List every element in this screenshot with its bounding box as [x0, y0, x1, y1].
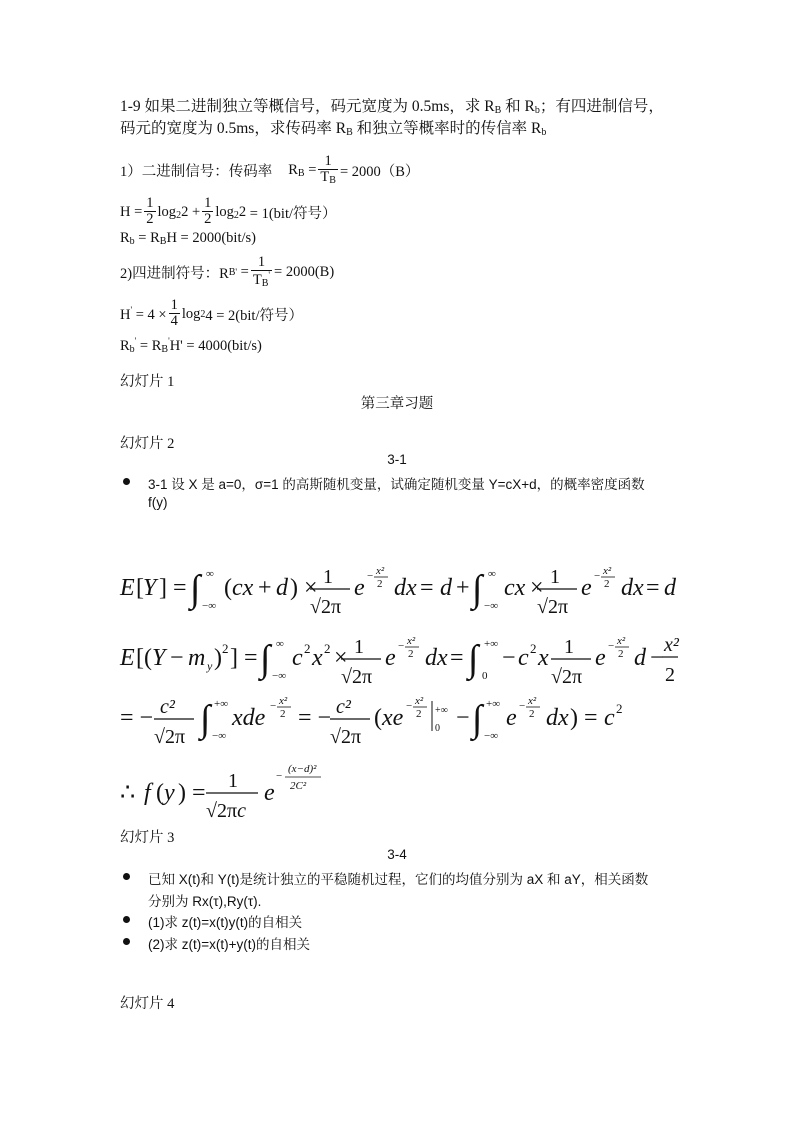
bullet-dot [123, 916, 130, 923]
svg-text:=: = [450, 645, 464, 671]
svg-text:√2πc: √2πc [206, 800, 246, 822]
bullet-dot [123, 938, 130, 945]
svg-text:∞: ∞ [276, 638, 284, 650]
problem-3-4-part2: (2)求 z(t)=x(t)+y(t)的自相关 [148, 937, 310, 952]
svg-text:2: 2 [616, 701, 623, 716]
svg-text:−: − [456, 705, 470, 731]
svg-text:−: − [270, 700, 277, 712]
svg-text:x²: x² [664, 634, 679, 656]
svg-text:(: ( [156, 780, 164, 806]
svg-text:−: − [519, 700, 526, 712]
svg-text:√2π: √2π [154, 726, 186, 748]
svg-text:[(: [( [136, 645, 152, 671]
svg-text:=: = [646, 575, 660, 601]
svg-text:∫: ∫ [260, 638, 271, 680]
svg-text:1: 1 [354, 636, 364, 658]
svg-text:∫: ∫ [472, 698, 483, 740]
svg-text:√2π: √2π [341, 666, 373, 688]
svg-text:x: x [312, 645, 323, 671]
svg-text:2: 2 [665, 664, 675, 686]
slide-4-label: 幻灯片 4 [120, 996, 175, 1012]
svg-text:d: d [634, 645, 646, 671]
svg-text:−: − [608, 640, 615, 652]
svg-text:2: 2 [604, 578, 610, 590]
svg-text:−∞: −∞ [202, 600, 217, 612]
svg-text:) =: ) = [570, 705, 598, 731]
svg-text:x: x [538, 645, 549, 671]
svg-text:−: − [398, 640, 405, 652]
svg-text:0: 0 [435, 723, 440, 734]
svg-text:): ) [214, 645, 222, 671]
problem-3-4-text-line1: 已知 X(t)和 Y(t)是统计独立的平稳随机过程，它们的均值分别为 aX 和 aY，相关函数 [148, 872, 649, 887]
svg-text:∫: ∫ [200, 698, 211, 740]
svg-text:) ×: ) × [290, 575, 318, 601]
svg-text:d: d [664, 575, 676, 601]
svg-text:0: 0 [482, 670, 488, 682]
svg-text:2: 2 [408, 648, 414, 660]
svg-text:∫: ∫ [468, 638, 479, 680]
svg-text:[: [ [136, 575, 144, 601]
svg-text:−∞: −∞ [484, 600, 499, 612]
svg-text:=: = [420, 575, 434, 601]
svg-text:−∞: −∞ [484, 730, 499, 742]
slide-3-label: 幻灯片 3 [120, 830, 175, 846]
problem-3-4-title: 3-4 [387, 847, 407, 862]
svg-text:+: + [258, 575, 272, 601]
svg-text:×: × [530, 575, 544, 601]
svg-text:e: e [595, 645, 606, 671]
svg-text:x²: x² [528, 695, 537, 707]
svg-text:2: 2 [377, 578, 383, 590]
problem-3-1-title: 3-1 [387, 452, 407, 467]
binary-baud-rate-equation: 1）二进制信号：传码率 $R_B$ = $\frac{1}{T_B}$ = 2000（B） [120, 152, 420, 187]
svg-text:−: − [406, 700, 413, 712]
svg-text:∞: ∞ [206, 568, 214, 580]
quaternary-info-rate-equation: $R_b' = R_B'H' = 4000(bit/s)$ [120, 336, 262, 355]
svg-text:e: e [385, 645, 396, 671]
svg-text:2: 2 [416, 708, 422, 720]
svg-text:(x−d)²: (x−d)² [288, 763, 317, 775]
svg-text:∫: ∫ [190, 568, 201, 610]
svg-text:2: 2 [280, 708, 286, 720]
svg-text:c: c [292, 645, 303, 671]
svg-text:1: 1 [564, 636, 574, 658]
svg-text:cx: cx [504, 575, 526, 601]
svg-text:2: 2 [222, 641, 229, 656]
svg-text:∴: ∴ [120, 780, 136, 806]
quaternary-entropy-equation: H' = 4 × $\frac{1}{4}$ log 2 4 = 2(bit/符号） [120, 296, 303, 330]
svg-text:x²: x² [617, 635, 626, 647]
svg-text:d: d [440, 575, 452, 601]
svg-text:cx: cx [232, 575, 254, 601]
svg-text:dx: dx [546, 705, 569, 731]
svg-text:x²: x² [407, 635, 416, 647]
svg-text:√2π: √2π [330, 726, 362, 748]
svg-text:+∞: +∞ [484, 638, 499, 650]
svg-text:d: d [276, 575, 288, 601]
svg-text:1: 1 [550, 566, 560, 588]
svg-text:1: 1 [323, 566, 333, 588]
svg-text:E: E [120, 575, 135, 601]
svg-text:−: − [594, 570, 601, 582]
svg-text:−: − [170, 645, 184, 671]
binary-entropy-equation: H = $\frac{1}{2}$ $\log_22$ + $\frac{1}{2}$ $\log_22$ = 1(bit/符号） [120, 194, 337, 228]
svg-text:dx: dx [394, 575, 417, 601]
expectation-equation [119, 565, 677, 618]
svg-text:x²: x² [603, 565, 612, 577]
svg-text:c²: c² [160, 696, 175, 718]
svg-text:−: − [367, 570, 374, 582]
svg-text:] =: ] = [230, 645, 258, 671]
bullet-dot [123, 873, 130, 880]
svg-text:] =: ] = [159, 575, 187, 601]
svg-text:∫: ∫ [472, 568, 483, 610]
variance-equation [119, 634, 680, 688]
problem-3-1-text-line2: f(y) [148, 495, 168, 510]
svg-text:−: − [650, 645, 664, 671]
svg-text:xde: xde [232, 705, 266, 731]
slide-2-label: 幻灯片 2 [120, 436, 175, 452]
svg-text:y: y [207, 659, 213, 673]
svg-text:−: − [276, 770, 283, 782]
svg-text:×: × [334, 645, 348, 671]
svg-text:∞: ∞ [488, 568, 496, 580]
svg-text:x²: x² [415, 695, 424, 707]
slide-1-label: 幻灯片 1 [120, 374, 175, 390]
svg-text:x²: x² [376, 565, 385, 577]
svg-text:= −: = − [298, 705, 332, 731]
svg-text:√2π: √2π [551, 666, 583, 688]
svg-text:= −: = − [120, 705, 154, 731]
svg-text:−∞: −∞ [212, 730, 227, 742]
quaternary-baud-rate-equation: 2)四进制符号：R B ' = $\frac{1}{T_B'}$ = 2000(B) [120, 253, 335, 290]
svg-text:y: y [164, 780, 175, 806]
svg-text:xe: xe [382, 705, 404, 731]
problem-3-1-text-line1: 3-1 设 X 是 a=0，σ=1 的高斯随机变量，试确定随机变量 Y=cX+d，的概率密度函数 [148, 477, 645, 492]
svg-text:2C²: 2C² [290, 780, 307, 792]
svg-text:) =: ) = [178, 780, 206, 806]
bullet-dot [123, 478, 130, 485]
pdf-result-equation [120, 763, 321, 822]
problem-3-1-derivation-equations [118, 555, 679, 822]
svg-text:−∞: −∞ [272, 670, 287, 682]
svg-text:−: − [502, 645, 516, 671]
problem-1-9-line2: 码元的宽度为 0.5ms，求传码率 $R_B$ 和独立等概率时的传信率 $R_b$ [120, 120, 547, 138]
svg-text:1: 1 [228, 770, 238, 792]
problem-3-4-text-line2: 分别为 Rx(τ),Ry(τ). [148, 894, 262, 909]
svg-text:2: 2 [324, 641, 331, 656]
svg-text:f: f [144, 780, 151, 806]
svg-text:2: 2 [618, 648, 624, 660]
svg-text:e: e [581, 575, 592, 601]
svg-text:Y: Y [143, 575, 157, 601]
svg-text:+∞: +∞ [214, 698, 229, 710]
svg-text:+∞: +∞ [435, 705, 448, 716]
svg-text:2: 2 [530, 641, 537, 656]
svg-text:(: ( [224, 575, 232, 601]
svg-text:√2π: √2π [537, 596, 569, 618]
svg-text:dx: dx [621, 575, 644, 601]
svg-text:x²: x² [279, 695, 288, 707]
problem-1-9-line1: 1-9 如果二进制独立等概信号，码元宽度为 0.5ms，求 $R_B$ 和 $R_b$；有四进制信号， [120, 98, 664, 116]
svg-text:dx: dx [425, 645, 448, 671]
svg-text:(: ( [374, 705, 382, 731]
svg-text:2: 2 [304, 641, 311, 656]
svg-text:E: E [120, 645, 135, 671]
svg-text:m: m [188, 645, 206, 671]
problem-3-4-part1: (1)求 z(t)=x(t)y(t)的自相关 [148, 915, 303, 930]
binary-info-rate-equation: $R_b = R_BH = 2000(bit/s)$ [120, 230, 256, 247]
svg-text:e: e [264, 780, 275, 806]
chapter-title: 第三章习题 [360, 396, 434, 412]
svg-text:+: + [456, 575, 470, 601]
svg-text:c: c [604, 705, 615, 731]
svg-text:+∞: +∞ [486, 698, 501, 710]
svg-text:c²: c² [336, 696, 351, 718]
svg-text:√2π: √2π [310, 596, 342, 618]
svg-text:c: c [518, 645, 529, 671]
svg-text:e: e [354, 575, 365, 601]
svg-text:2: 2 [529, 708, 535, 720]
svg-text:e: e [506, 705, 517, 731]
integration-by-parts-equation [120, 695, 623, 748]
svg-text:Y: Y [152, 645, 166, 671]
